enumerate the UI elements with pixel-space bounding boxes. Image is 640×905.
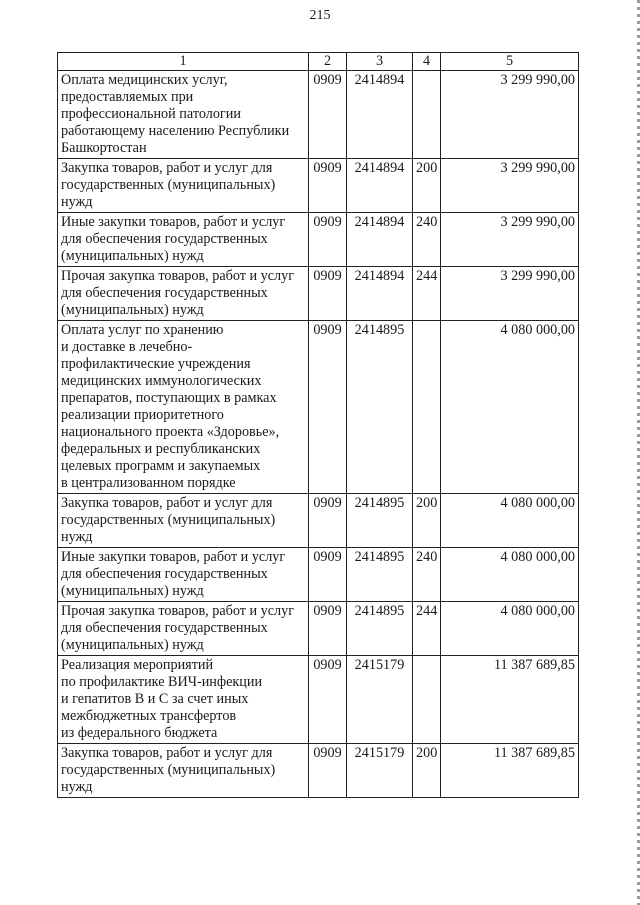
expense-type-cell: 200 xyxy=(413,159,441,213)
table-row xyxy=(58,213,579,267)
table-row xyxy=(58,548,579,602)
section-code-cell: 0909 xyxy=(309,321,347,494)
amount-cell: 4 080 000,00 xyxy=(441,548,579,602)
table-row xyxy=(58,494,579,548)
table-row xyxy=(58,159,579,213)
expense-type-cell: 244 xyxy=(413,602,441,656)
expense-type-cell: 200 xyxy=(413,744,441,798)
expense-type-cell xyxy=(413,321,441,494)
amount-cell: 4 080 000,00 xyxy=(441,602,579,656)
expense-type-cell: 244 xyxy=(413,267,441,321)
description-cell: Иные закупки товаров, работ и услуг для обеспечения государственных (муниципальных) нужд xyxy=(58,548,309,602)
expense-type-cell: 200 xyxy=(413,494,441,548)
target-article-cell: 2414895 xyxy=(347,321,413,494)
section-code-cell: 0909 xyxy=(309,159,347,213)
table-row xyxy=(58,321,579,494)
budget-table xyxy=(57,52,579,798)
header-cell-4: 4 xyxy=(413,53,441,71)
amount-cell: 4 080 000,00 xyxy=(441,494,579,548)
table-row xyxy=(58,744,579,798)
target-article-cell: 2415179 xyxy=(347,744,413,798)
header-cell-5: 5 xyxy=(441,53,579,71)
target-article-cell: 2414894 xyxy=(347,213,413,267)
table-body xyxy=(58,71,579,798)
expense-type-cell: 240 xyxy=(413,213,441,267)
section-code-cell: 0909 xyxy=(309,267,347,321)
expense-type-cell xyxy=(413,71,441,159)
description-cell: Закупка товаров, работ и услуг для государственных (муниципальных) нужд xyxy=(58,744,309,798)
header-cell-2: 2 xyxy=(309,53,347,71)
expense-type-cell: 240 xyxy=(413,548,441,602)
amount-cell: 11 387 689,85 xyxy=(441,656,579,744)
table-row xyxy=(58,656,579,744)
amount-cell: 3 299 990,00 xyxy=(441,71,579,159)
description-cell: Прочая закупка товаров, работ и услуг для обеспечения государственных (муниципальных) нужд xyxy=(58,267,309,321)
amount-cell: 3 299 990,00 xyxy=(441,267,579,321)
description-cell: Закупка товаров, работ и услуг для государственных (муниципальных) нужд xyxy=(58,159,309,213)
table-row xyxy=(58,267,579,321)
description-cell: Прочая закупка товаров, работ и услуг для обеспечения государственных (муниципальных) нужд xyxy=(58,602,309,656)
section-code-cell: 0909 xyxy=(309,494,347,548)
description-cell: Иные закупки товаров, работ и услуг для обеспечения государственных (муниципальных) нужд xyxy=(58,213,309,267)
amount-cell: 4 080 000,00 xyxy=(441,321,579,494)
description-cell: Оплата услуг по хранению и доставке в лечебно- профилактические учреждения медицинских иммунологических препаратов, поступающих в рамках реализации приоритетного национального проекта «Здоровье», федеральных и республиканских целевых программ и закупаемых в централизованном порядке xyxy=(58,321,309,494)
description-cell: Реализация мероприятий по профилактике ВИЧ-инфекции и гепатитов B и C за счет иных межбюджетных трансфертов из федерального бюджета xyxy=(58,656,309,744)
description-cell: Закупка товаров, работ и услуг для государственных (муниципальных) нужд xyxy=(58,494,309,548)
description-cell: Оплата медицинских услуг, предоставляемых при профессиональной патологии работающему населению Республики Башкортостан xyxy=(58,71,309,159)
table-row xyxy=(58,71,579,159)
section-code-cell: 0909 xyxy=(309,213,347,267)
header-cell-1: 1 xyxy=(58,53,309,71)
target-article-cell: 2414895 xyxy=(347,494,413,548)
expense-type-cell xyxy=(413,656,441,744)
target-article-cell: 2414894 xyxy=(347,159,413,213)
page-number: 215 xyxy=(309,8,331,23)
section-code-cell: 0909 xyxy=(309,548,347,602)
section-code-cell: 0909 xyxy=(309,602,347,656)
header-cell-3: 3 xyxy=(347,53,413,71)
amount-cell: 11 387 689,85 xyxy=(441,744,579,798)
target-article-cell: 2414894 xyxy=(347,71,413,159)
amount-cell: 3 299 990,00 xyxy=(441,213,579,267)
section-code-cell: 0909 xyxy=(309,656,347,744)
target-article-cell: 2414895 xyxy=(347,548,413,602)
table-row xyxy=(58,602,579,656)
amount-cell: 3 299 990,00 xyxy=(441,159,579,213)
table-header-row xyxy=(58,53,579,71)
target-article-cell: 2414894 xyxy=(347,267,413,321)
section-code-cell: 0909 xyxy=(309,71,347,159)
target-article-cell: 2415179 xyxy=(347,656,413,744)
target-article-cell: 2414895 xyxy=(347,602,413,656)
section-code-cell: 0909 xyxy=(309,744,347,798)
